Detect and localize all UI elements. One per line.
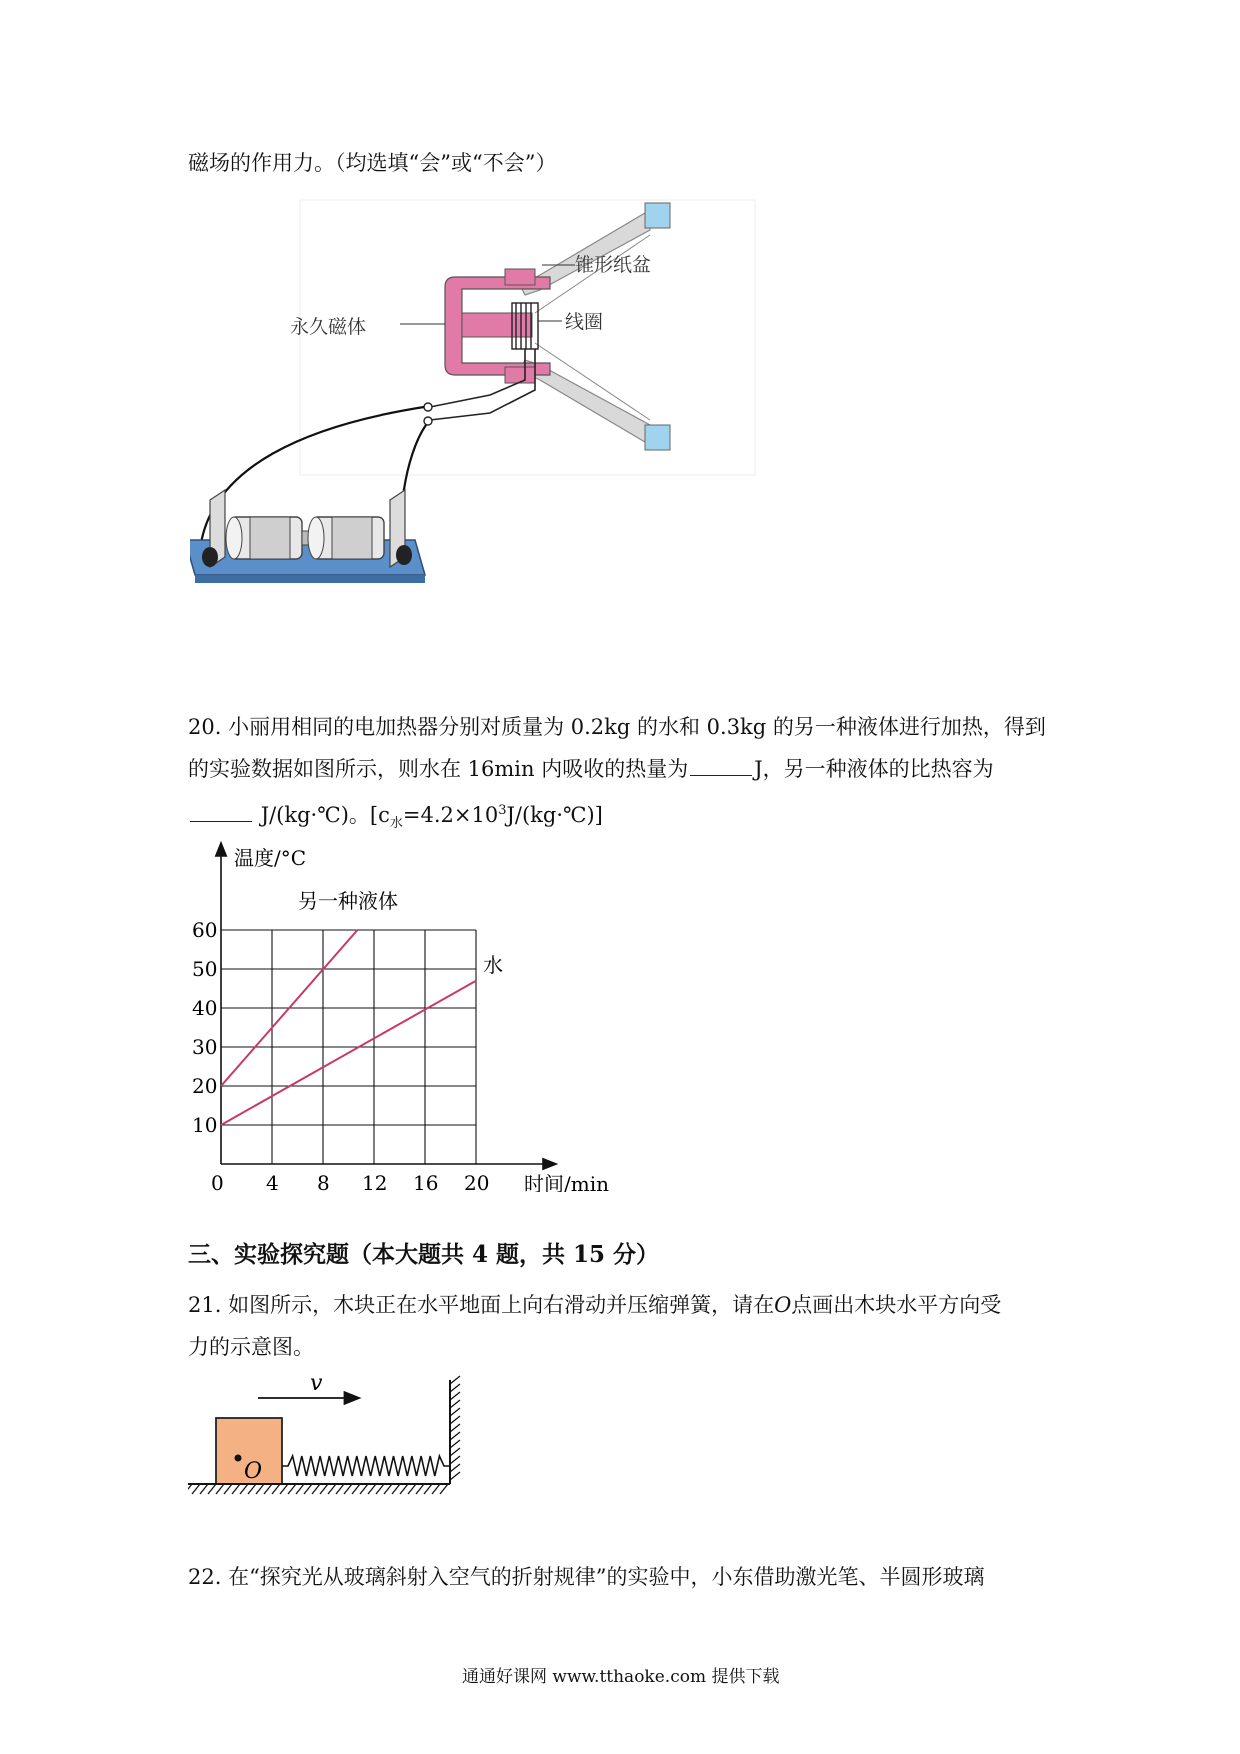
cone-edge-bottom xyxy=(645,425,670,450)
q20-line2 xyxy=(188,754,994,784)
ground-hatch-line xyxy=(248,1484,256,1494)
x-tick-label: 16 xyxy=(413,1171,439,1192)
label-cone: 锥形纸盆 xyxy=(575,254,652,276)
wall-hatch-line xyxy=(450,1448,460,1456)
ground-hatch-line xyxy=(320,1484,328,1494)
ground-hatch-line xyxy=(240,1484,248,1494)
y-axis-label: 温度/°C xyxy=(234,846,307,870)
q20-line3-text-a: J/(kg·℃)。[c xyxy=(260,803,390,827)
y-tick-label: 40 xyxy=(192,996,218,1020)
ground-hatch-line xyxy=(392,1484,400,1494)
q20-line3-text-b: =4.2×10 xyxy=(402,803,499,827)
wall-hatch-line xyxy=(450,1456,460,1464)
ground-hatch-line xyxy=(208,1484,216,1494)
ground-hatch-line xyxy=(344,1484,352,1494)
cone-edge-top xyxy=(645,203,670,228)
wall-hatch-line xyxy=(450,1376,460,1384)
wall-hatch-line xyxy=(450,1424,460,1432)
ground-hatch-line xyxy=(312,1484,320,1494)
ground-hatch-line xyxy=(376,1484,384,1494)
q20-line2-text-b: J，另一种液体的比热容为 xyxy=(754,757,994,781)
ground-hatch-line xyxy=(288,1484,296,1494)
ground-hatch-line xyxy=(440,1484,448,1494)
wall-hatch-line xyxy=(450,1400,460,1408)
ground-hatch-line xyxy=(256,1484,264,1494)
spring xyxy=(282,1456,450,1476)
wall-hatch-line xyxy=(450,1384,460,1392)
ground-hatch-line xyxy=(328,1484,336,1494)
point-o[interactable] xyxy=(235,1455,242,1462)
q21-line1-text-a: 21. 如图所示，木块正在水平地面上向右滑动并压缩弹簧，请在 xyxy=(188,1293,775,1317)
series-label-water: 水 xyxy=(483,953,503,977)
series-label-other-liquid: 另一种液体 xyxy=(298,889,398,913)
ground-hatch-line xyxy=(384,1484,392,1494)
ground-hatch-line xyxy=(216,1484,224,1494)
label-magnet: 永久磁体 xyxy=(290,316,367,338)
ground-hatch-line xyxy=(432,1484,440,1494)
y-tick-label: 10 xyxy=(192,1113,218,1137)
q20-line2-text-a: 的实验数据如图所示，则水在 16min 内吸收的热量为 xyxy=(188,757,689,781)
q21-line1-text-b: 点画出木块水平方向受 xyxy=(791,1293,1002,1317)
wall-hatch-line xyxy=(450,1432,460,1440)
wall-hatch-line xyxy=(450,1440,460,1448)
ground-hatch-line xyxy=(280,1484,288,1494)
footer-text: 通通好课网 www.tthaoke.com 提供下载 xyxy=(462,1667,780,1687)
x-tick-label: 4 xyxy=(266,1171,279,1192)
ground-hatch-line xyxy=(360,1484,368,1494)
velocity-label: v xyxy=(310,1371,323,1396)
ground-hatch-line xyxy=(336,1484,344,1494)
ground-hatch-line xyxy=(408,1484,416,1494)
q20-line3-text-c: J/(kg·℃)] xyxy=(506,803,603,827)
x-tick-label: 8 xyxy=(317,1171,330,1192)
label-coil: 线圈 xyxy=(565,311,604,333)
ground-hatch-line xyxy=(304,1484,312,1494)
series-line-water xyxy=(221,981,476,1125)
x-tick-label: 12 xyxy=(362,1171,388,1192)
answer-blank-heat[interactable] xyxy=(690,755,752,776)
wall-hatch-line xyxy=(450,1472,460,1480)
temperature-time-chart xyxy=(180,832,640,1192)
ground-hatch-line xyxy=(192,1484,200,1494)
ground-hatch-line xyxy=(232,1484,240,1494)
ground-hatch-line xyxy=(368,1484,376,1494)
block-spring-figure xyxy=(188,1370,478,1510)
ground-hatch-line xyxy=(424,1484,432,1494)
y-tick-label: 30 xyxy=(192,1035,218,1059)
answer-blank-specific-heat[interactable] xyxy=(190,801,252,822)
wall-hatch-line xyxy=(450,1408,460,1416)
y-tick-label: 60 xyxy=(192,918,218,942)
ground-hatch-line xyxy=(272,1484,280,1494)
ground-hatch-line xyxy=(200,1484,208,1494)
q21-line1 xyxy=(188,1290,1001,1320)
ground-hatch-line xyxy=(224,1484,232,1494)
y-tick-label: 20 xyxy=(192,1074,218,1098)
ground-hatch-line xyxy=(264,1484,272,1494)
ground-hatch-line xyxy=(416,1484,424,1494)
q20-line1: 20. 小丽用相同的电加热器分别对质量为 0.2kg 的水和 0.3kg 的另一种液体进行加热，得到 xyxy=(188,715,1046,739)
ground-hatch-line xyxy=(400,1484,408,1494)
q20-sub-water: 水 xyxy=(389,816,403,832)
section3-heading: 三、实验探究题（本大题共 4 题，共 15 分） xyxy=(188,1241,660,1268)
ground-hatch-line xyxy=(296,1484,304,1494)
chart-grid xyxy=(221,930,476,1164)
q21-point-o-inline: O xyxy=(774,1293,792,1317)
point-o-label: O xyxy=(244,1459,263,1484)
q20-sup: 3 xyxy=(498,803,507,818)
x-axis-label: 时间/min xyxy=(524,1172,609,1192)
top-text-line: 磁场的作用力。（均选填“会”或“不会”） xyxy=(188,151,557,175)
ground-hatch-line xyxy=(188,1484,192,1494)
q22-line1: 22. 在“探究光从玻璃斜射入空气的折射规律”的实验中，小东借助激光笔、半圆形玻璃 xyxy=(188,1565,985,1589)
wall-hatch-line xyxy=(450,1464,460,1472)
x-tick-label: 0 xyxy=(211,1171,224,1192)
x-tick-label: 20 xyxy=(464,1171,490,1192)
q21-line2: 力的示意图。 xyxy=(188,1335,314,1359)
speaker-figure xyxy=(190,195,760,655)
y-tick-label: 50 xyxy=(192,957,218,981)
wall-hatch-line xyxy=(450,1416,460,1424)
ground-hatch-line xyxy=(352,1484,360,1494)
wall-hatch-line xyxy=(450,1392,460,1400)
